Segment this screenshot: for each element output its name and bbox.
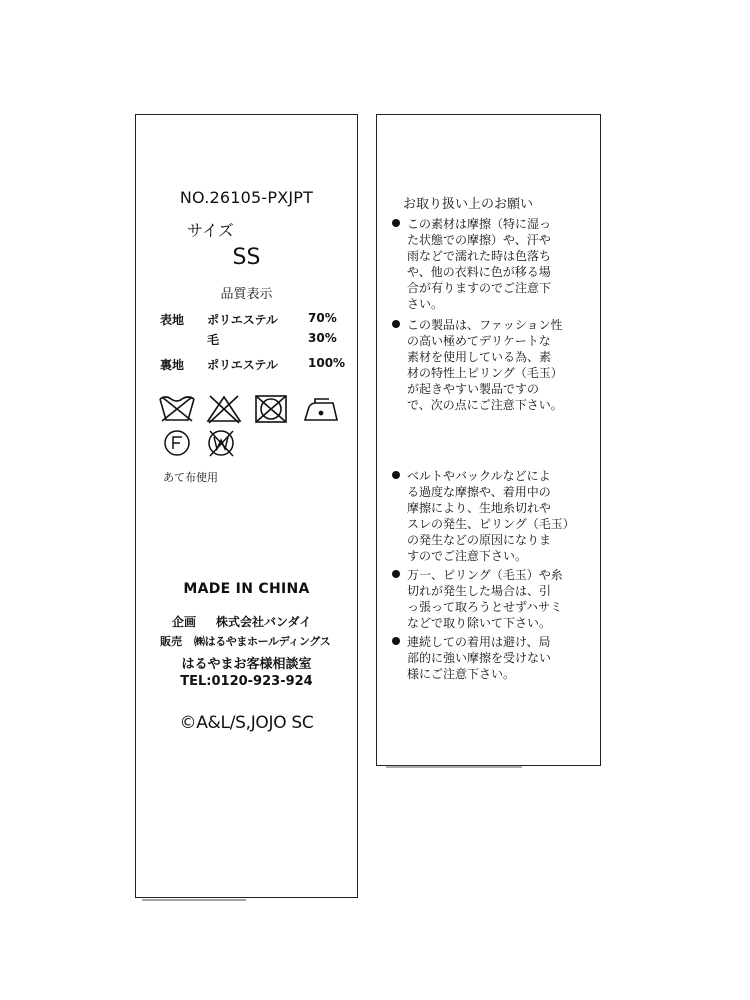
material-percent: 100%: [308, 356, 346, 370]
notice-line: で、次の点にご注意下さい。: [407, 398, 563, 412]
material-name: ポリエステル: [207, 358, 278, 372]
care-label-front: [135, 114, 358, 898]
dry-clean-f-icon: [165, 431, 189, 455]
bullet-icon: [392, 219, 400, 227]
country-of-origin: MADE IN CHINA: [183, 581, 310, 597]
product-number: NO.26105-PXJPT: [179, 188, 314, 207]
bullet-icon: [392, 637, 400, 645]
no-bleach-icon: [208, 396, 240, 423]
hand-wash-icon: [160, 397, 194, 421]
consultation-office: はるやまお客様相談室: [181, 657, 312, 672]
notice-line: 連続しての着用は避け、局: [407, 635, 551, 649]
no-wet-clean-icon: [209, 431, 233, 456]
phone-number: TEL:0120-923-924: [180, 674, 313, 689]
notice-line: の高い極めてデリケートな: [407, 334, 551, 348]
material-part: 裏地: [160, 358, 185, 372]
notice-line: や、他の衣料に色が移る場: [407, 265, 551, 279]
bullet-icon: [392, 570, 400, 578]
quality-heading: 品質表示: [220, 287, 273, 302]
notice-line: スレの発生、ピリング（毛玉）: [407, 517, 575, 531]
no-tumble-dry-icon: [256, 396, 286, 422]
copyright-text: ©A&L/S,JOJO SC: [179, 713, 314, 733]
notice-line: などで取り除いて下さい。: [407, 616, 552, 630]
notice-line: が起きやすい製品ですの: [407, 382, 540, 396]
iron-low-icon: [305, 399, 337, 420]
bullet-icon: [392, 320, 400, 328]
material-name: ポリエステル: [207, 313, 278, 327]
notice-line: 万一、ピリング（毛玉）や糸: [407, 568, 563, 582]
material-part: 表地: [160, 313, 185, 327]
planning-label: 企画: [172, 615, 197, 629]
care-label-back: [376, 114, 601, 766]
notice-line: さい。: [407, 297, 444, 311]
notice-line: 雨などで濡れた時は色落ち: [407, 249, 552, 263]
notice-line: 摩擦により、生地糸切れや: [407, 501, 552, 515]
handling-notice-title: お取り扱い上のお願い: [403, 197, 534, 212]
notice-line: 切れが発生した場合は、引: [407, 584, 552, 598]
notice-line: 部的に強い摩擦を受けない: [407, 651, 552, 665]
material-name: 毛: [207, 333, 220, 347]
care-icons-row: [158, 393, 343, 425]
notice-line: た状態での摩擦）や、汗や: [407, 233, 551, 247]
notice-line: 材の特性上ピリング（毛玉）: [407, 366, 563, 380]
notice-line: この素材は摩擦（特に湿っ: [407, 217, 552, 231]
notice-line: の発生などの原因になりま: [407, 533, 552, 547]
notice-line: 合が有りますのでご注意下: [407, 281, 552, 295]
material-percent: 70%: [308, 311, 337, 325]
notice-line: 素材を使用している為、素: [407, 350, 552, 364]
size-value: SS: [232, 245, 261, 270]
planning-company: 株式会社バンダイ: [216, 615, 312, 629]
cut-edge-mark: [386, 765, 522, 768]
notice-line: 様にご注意下さい。: [407, 667, 516, 681]
sales-label: 販売: [160, 635, 182, 648]
care-note: あて布使用: [163, 471, 218, 484]
bullet-icon: [392, 471, 400, 479]
sales-company: ㈱はるやまホールディングス: [194, 635, 331, 648]
notice-line: る過度な摩擦や、着用中の: [407, 485, 551, 499]
notice-line: すのでご注意下さい。: [407, 549, 528, 563]
material-percent: 30%: [308, 331, 337, 345]
care-icons-row: [158, 428, 248, 460]
size-label: サイズ: [187, 221, 234, 240]
notice-line: っ張って取ろうとせずハサミ: [407, 600, 563, 614]
cut-edge-mark: [142, 899, 246, 901]
notice-line: ベルトやバックルなどによ: [407, 469, 551, 483]
notice-line: この製品は、ファッション性: [407, 318, 563, 332]
